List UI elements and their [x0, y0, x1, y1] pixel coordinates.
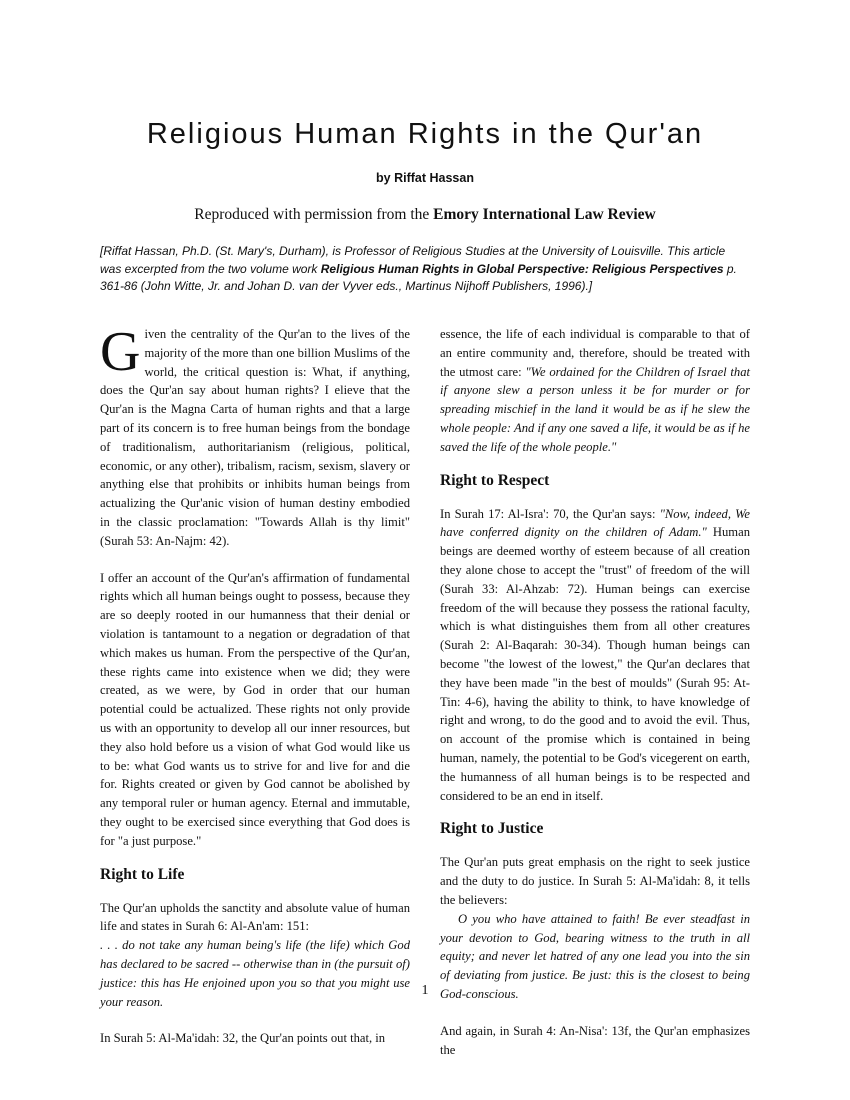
- note-part-1: [Riffat Hassan, Ph.D. (St. Mary's, Durham), is Professor of Religious Studies at the University of Louisville. This article was excerpted from the two volume work: [100, 244, 726, 276]
- intro-paragraph: [100, 321, 410, 551]
- permission-prefix: Reproduced with permission from the: [194, 206, 434, 223]
- life-quote: . . . do not take any human being's life (the life) which God has declared to be sacred -- otherwise than in (the pursuit of) justice: this has He enjoined upon you so that you might use your reason.: [100, 938, 410, 1009]
- justice-continuation: And again, in Surah 4: An-Nisa': 13f, the Qur'an emphasizes the: [440, 1023, 750, 1057]
- continued-quote: "We ordained for the Children of Israel that if anyone slew a person unless it be for murder or for spreading mischief in the land it would be as if he slew the whole people: And if any one saved a life, it would be as if he saved the life of the whole people.": [440, 364, 751, 454]
- author-byline: by Riffat Hassan: [376, 171, 474, 185]
- respect-paragraph: [440, 505, 750, 806]
- heading-right-to-life: Right to Life: [100, 865, 185, 883]
- continued-paragraph: [440, 325, 750, 457]
- respect-text-b: Human beings are deemed worthy of esteem because of all creation they alone chose to accept the "trust" of freedom of the will (Surah 33: Al-Ahzab: 72). Human beings can exercise freedom of the will because they possess the rational faculty, which is what distinguishes them from all other creatures (Surah 2: Al-Baqarah: 30-34). Though human beings can become "the lowest of the lowest," the Qur'an declares that they have been made "in the best of moulds" (Surah 95: At-Tin: 4-6), having the ability to think, to have knowledge of right and wrong, to do the good and to avoid the evil. Thus, on account of the promise which is contained in being human, namely, the potential to be God's vicegerent on earth, the humanness of all human beings is to be respected and considered to be an end in itself.: [440, 525, 750, 803]
- permission-line: [0, 206, 850, 224]
- journal-name: Emory International Law Review: [433, 206, 656, 223]
- intro-text: iven the centrality of the Qur'an to the lives of the majority of the more than one billion Muslims of the world, the critical question is: What, if anything, does the Qur'an say about human rights? I elieve that the Qur'an is the Magna Carta of human rights and that a large part of its concern is to free human beings from the bondage of traditionalism, authoritarianism (religious, political, economic, or any other), tribalism, racism, sexism, slavery or anything else that prohibits or inhibits human beings from actualizing the Qur'anic vision of human destiny embodied in the classic proclamation: "Towards Allah is thy limit" (Surah 53: An-Najm: 42).: [100, 327, 410, 548]
- continued-text: essence, the life of each individual is comparable to that of an entire community and, therefore, should be treated with the utmost care:: [440, 327, 750, 379]
- heading-right-to-respect: Right to Respect: [440, 471, 550, 489]
- justice-quote: O you who have attained to faith! Be ever steadfast in your devotion to God, bearing witness to the truth in all equity; and never let hatred of any one lead you into the sin of deviating from justice. Be just: this is the closest to being God-conscious.: [440, 911, 750, 1001]
- drop-cap: G: [100, 321, 141, 383]
- page-title: Religious Human Rights in the Qur'an: [146, 118, 704, 150]
- rights-paragraph: I offer an account of the Qur'an's affirmation of fundamental rights which all human beings ought to possess, because they are so deeply rooted in our humanness that their denial or violation is tantamount to a negation or degradation of that which makes us human. From the perspective of the Qur'an, these rights came into existence when we did; they were created, as we were, by God in order that our human potential could be actualized. These rights not only provide us with an opportunity to develop all our inner resources, but they also hold before us a vision of what God would like us to be: what God wants us to strive for and live for and die for. Rights created or given by God cannot be abolished by any temporal ruler or human agency. Eternal and immutable, they ought to be exercised since everything that God does is for "a just purpose.": [100, 570, 410, 848]
- note-part-2: p. 361-86 (John Witte, Jr. and Johan D. van der Vyver eds., Martinus Nijhoff Publishers, 1996).]: [100, 261, 737, 293]
- respect-text-a: In Surah 17: Al-Isra': 70, the Qur'an says:: [440, 506, 660, 521]
- book-title: Religious Human Rights in Global Perspective: Religious Perspectives: [320, 261, 724, 276]
- heading-right-to-justice: Right to Justice: [440, 820, 544, 838]
- author-note: [100, 243, 740, 296]
- page-number: 1: [421, 983, 429, 998]
- respect-quote: "Now, indeed, We have conferred dignity on the children of Adam.": [440, 506, 750, 540]
- right-column: [440, 325, 750, 1059]
- life-intro: The Qur'an upholds the sanctity and absolute value of human life and states in Surah 6: Al-An'am: 151:: [100, 900, 410, 934]
- life-continuation: In Surah 5: Al-Ma'idah: 32, the Qur'an points out that, in: [100, 1031, 386, 1046]
- left-column: [100, 321, 410, 1048]
- justice-intro: The Qur'an puts great emphasis on the right to seek justice and the duty to do justice. In Surah 5: Al-Ma'idah: 8, it tells the believers:: [440, 855, 750, 907]
